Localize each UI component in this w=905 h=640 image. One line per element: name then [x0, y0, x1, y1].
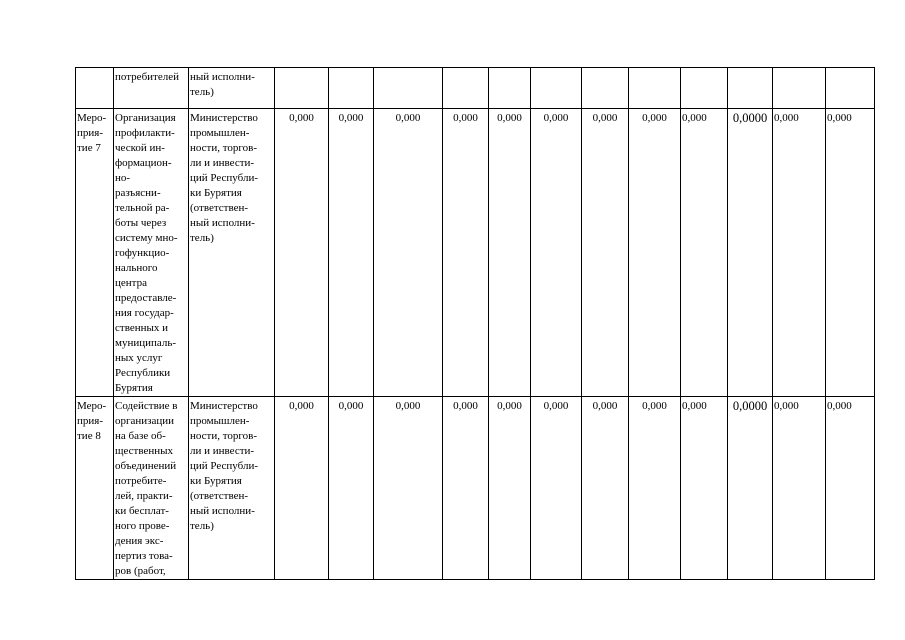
- value-cell: 0,000: [681, 109, 728, 397]
- value-cell: 0,000: [374, 397, 443, 580]
- value-cell: 0,000: [582, 109, 629, 397]
- value-cell: 0,000: [773, 397, 826, 580]
- table-row: [76, 397, 875, 580]
- empty-cell: [773, 68, 826, 109]
- empty-cell: [443, 68, 489, 109]
- row-cont-col1: [76, 68, 114, 109]
- value-cell: 0,000: [443, 397, 489, 580]
- event-executor: Министерство промышлен- ности, торгов- ли и инвести- ций Республи- ки Бурятия (ответствен- ный исполни- тель): [189, 397, 275, 580]
- value-cell: 0,0000: [728, 109, 773, 397]
- value-cell: 0,0000: [728, 397, 773, 580]
- row-cont-col2: потребителей: [114, 68, 189, 109]
- value-cell: 0,000: [275, 397, 329, 580]
- value-cell: 0,000: [275, 109, 329, 397]
- table-row: [76, 68, 875, 109]
- empty-cell: [275, 68, 329, 109]
- value-cell: 0,000: [826, 109, 875, 397]
- value-cell: 0,000: [329, 397, 374, 580]
- value-cell: 0,000: [443, 109, 489, 397]
- budget-table: [75, 67, 875, 580]
- empty-cell: [489, 68, 531, 109]
- event-label: Меро- прия- тие 8: [76, 397, 114, 580]
- empty-cell: [728, 68, 773, 109]
- empty-cell: [374, 68, 443, 109]
- event-label: Меро- прия- тие 7: [76, 109, 114, 397]
- value-cell: 0,000: [629, 397, 681, 580]
- row-cont-col3: ный исполни- тель): [189, 68, 275, 109]
- value-cell: 0,000: [826, 397, 875, 580]
- value-cell: 0,000: [531, 397, 582, 580]
- empty-cell: [582, 68, 629, 109]
- empty-cell: [826, 68, 875, 109]
- empty-cell: [681, 68, 728, 109]
- event-description: Содействие в организации на базе об- щественных объединений потребите- лей, практи- ки бесплат- ного прове- дения экс- пертиз това- ров (работ,: [114, 397, 189, 580]
- value-cell: 0,000: [629, 109, 681, 397]
- table-row: [76, 109, 875, 397]
- value-cell: 0,000: [531, 109, 582, 397]
- event-description: Организация профилакти- ческой ин- формацион- но- разъясни- тельной ра- боты через систему мно- гофункцио- нального центра предоставле- ния государ- ственных и муниципаль- ных услуг Республики Бурятия: [114, 109, 189, 397]
- value-cell: 0,000: [374, 109, 443, 397]
- empty-cell: [531, 68, 582, 109]
- event-executor: Министерство промышлен- ности, торгов- ли и инвести- ций Республи- ки Бурятия (ответствен- ный исполни- тель): [189, 109, 275, 397]
- value-cell: 0,000: [773, 109, 826, 397]
- value-cell: 0,000: [489, 397, 531, 580]
- value-cell: 0,000: [329, 109, 374, 397]
- value-cell: 0,000: [681, 397, 728, 580]
- empty-cell: [629, 68, 681, 109]
- value-cell: 0,000: [582, 397, 629, 580]
- value-cell: 0,000: [489, 109, 531, 397]
- empty-cell: [329, 68, 374, 109]
